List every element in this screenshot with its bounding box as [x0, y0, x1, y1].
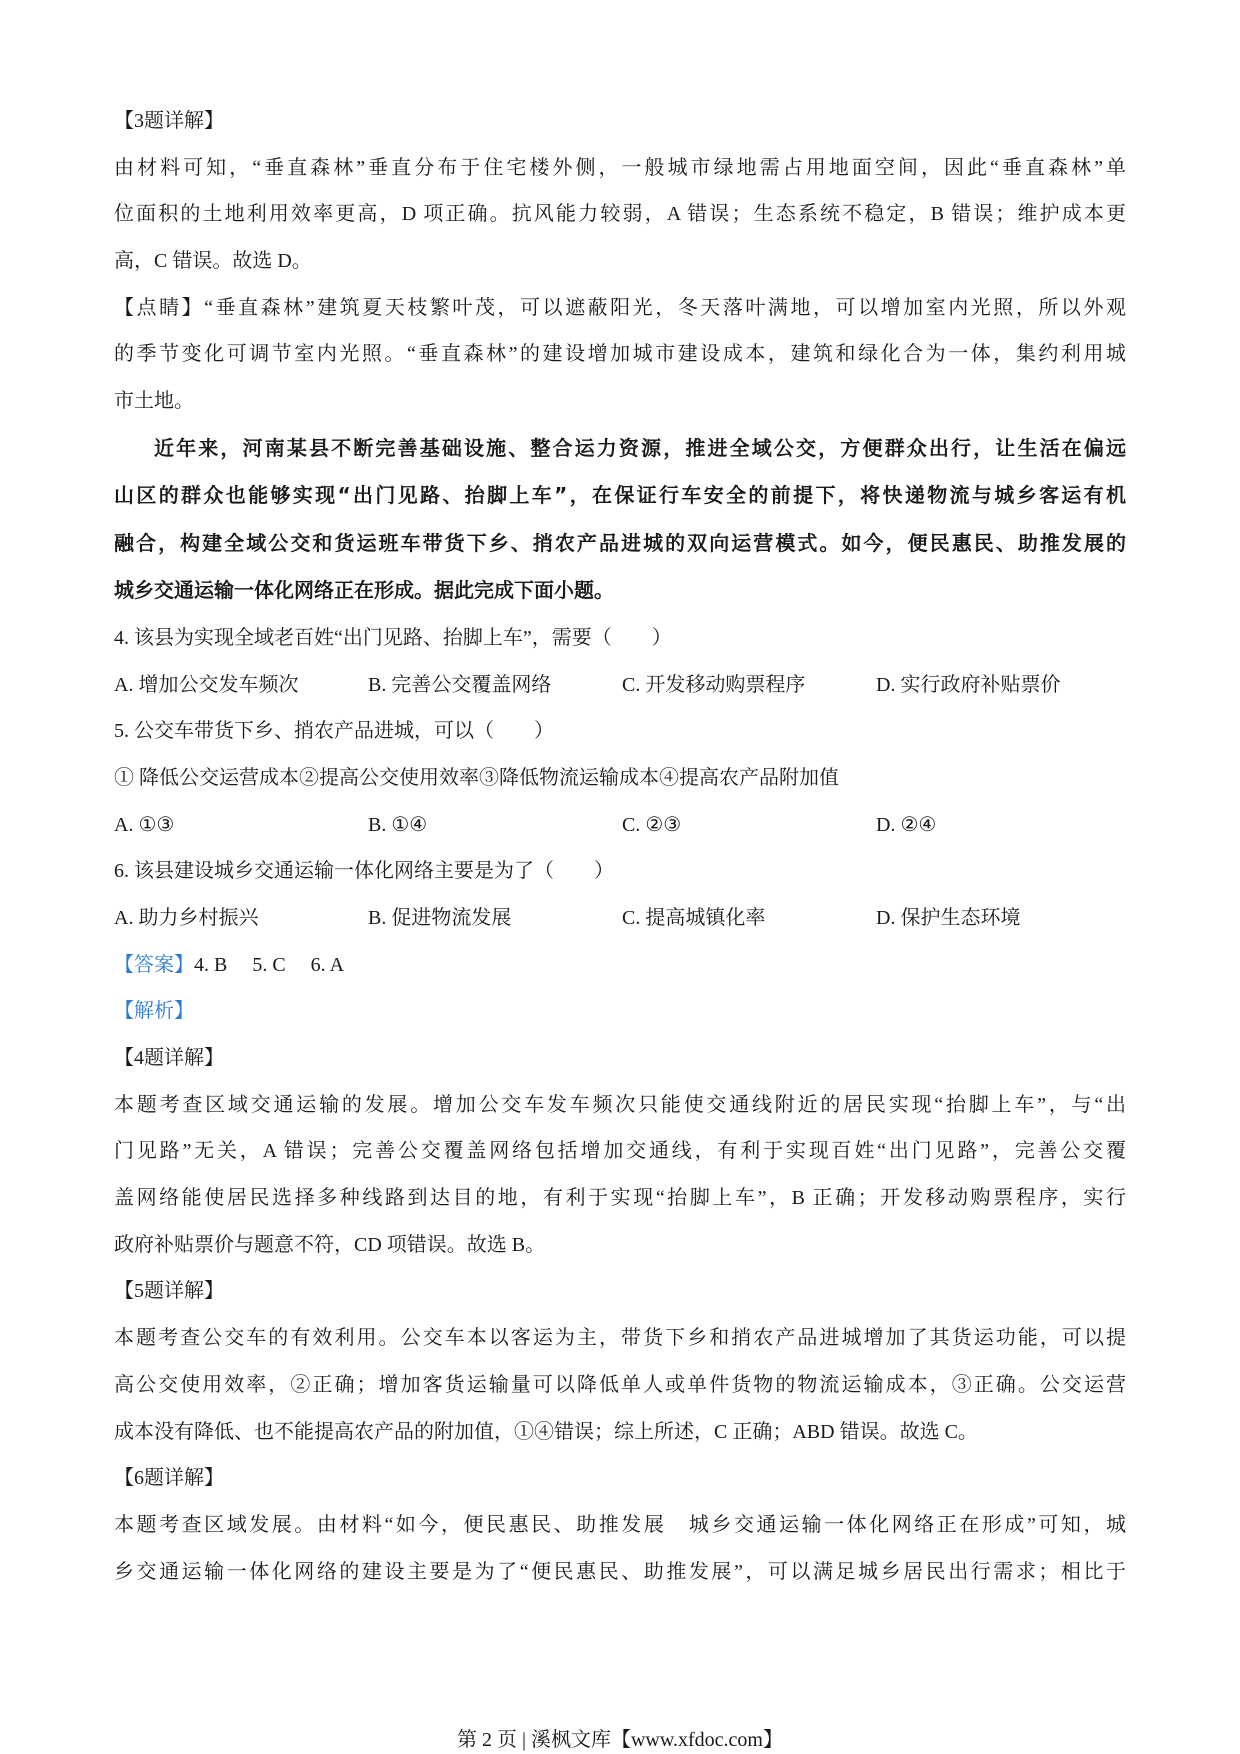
section5-line-3: 成本没有降低、也不能提高农产品的附加值，①④错误；综上所述，C 正确；ABD 错误。故选 C。: [114, 1420, 978, 1443]
section4-line-1: 本题考查区域交通运输的发展。增加公交车发车频次只能使交通线附近的居民实现“抬脚上车”，与“出: [114, 1093, 1126, 1116]
q5-option-c: C. ②③: [622, 813, 682, 836]
analysis-label: 【解析】: [114, 1000, 194, 1023]
section5-heading: 【5题详解】: [114, 1280, 224, 1303]
q5-stem: 5. 公交车带货下乡、捎农产品进城，可以（ ）: [114, 720, 554, 743]
material-line-4: 城乡交通运输一体化网络正在形成。据此完成下面小题。: [114, 578, 614, 603]
document-body: [114, 98, 1126, 1595]
answer-line: [114, 942, 1126, 989]
page-footer: 第 2 页 | 溪枫文库【www.xfdoc.com】: [456, 1729, 783, 1751]
section6-heading: 【6题详解】: [114, 1467, 224, 1490]
answer-label: 【答案】: [114, 953, 194, 976]
q6-option-a: A. 助力乡村振兴: [114, 906, 259, 929]
q5-options: [114, 802, 1126, 849]
section4-heading: 【4题详解】: [114, 1047, 224, 1069]
q5-statements: ① 降低公交运营成本②提高公交使用效率③降低物流运输成本④提高农产品附加值: [114, 766, 839, 789]
material-line-2: 山区的群众也能够实现“出门见路、抬脚上车”，在保证行车安全的前提下，将快递物流与城乡客运有机: [114, 483, 1126, 508]
q4-options: [114, 662, 1126, 709]
q4-option-c: C. 开发移动购票程序: [622, 673, 806, 696]
q4-option-b: B. 完善公交覆盖网络: [368, 673, 552, 696]
dianjing-line-2: 的季节变化可调节室内光照。“垂直森林”的建设增加城市建设成本，建筑和绿化合为一体，集约利用城: [114, 343, 1126, 366]
material-line-3: 融合，构建全域公交和货运班车带货下乡、捎农产品进城的双向运营模式。如今，便民惠民、助推发展的: [114, 530, 1126, 555]
q4-stem: 4. 该县为实现全域老百姓“出门见路、抬脚上车”，需要（ ）: [114, 626, 672, 649]
material-line-1: 近年来，河南某县不断完善基础设施、整合运力资源，推进全域公交，方便群众出行，让生活在偏远: [154, 435, 1126, 460]
q5-option-b: B. ①④: [368, 813, 428, 836]
q6-stem: 6. 该县建设城乡交通运输一体化网络主要是为了（ ）: [114, 860, 614, 883]
q6-options: [114, 895, 1126, 942]
q4-option-a: A. 增加公交发车频次: [114, 673, 299, 696]
answer-text: 4. B 5. C 6. A: [194, 953, 345, 976]
q6-option-b: B. 促进物流发展: [368, 906, 512, 929]
section5-line-1: 本题考查公交车的有效利用。公交车本以客运为主，带货下乡和捎农产品进城增加了其货运功能，可以提: [114, 1327, 1126, 1350]
q6-option-d: D. 保护生态环境: [876, 906, 1021, 929]
section5-line-2: 高公交使用效率，②正确；增加客货运输量可以降低单人或单件货物的物流运输成本，③正确。公交运营: [114, 1373, 1126, 1396]
q4-option-d: D. 实行政府补贴票价: [876, 673, 1061, 696]
dianjing-line-1: 【点睛】“垂直森林”建筑夏天枝繁叶茂，可以遮蔽阳光，冬天落叶满地，可以增加室内光照，所以外观: [114, 296, 1126, 319]
section4-line-4: 政府补贴票价与题意不符，CD 项错误。故选 B。: [114, 1233, 546, 1256]
section3-line-1: 由材料可知，“垂直森林”垂直分布于住宅楼外侧，一般城市绿地需占用地面空间，因此“垂直森林”单: [114, 156, 1126, 179]
section6-line-2: 乡交通运输一体化网络的建设主要是为了“便民惠民、助推发展”，可以满足城乡居民出行需求；相比于: [114, 1560, 1126, 1583]
q6-option-c: C. 提高城镇化率: [622, 906, 766, 929]
section4-line-3: 盖网络能使居民选择多种线路到达目的地，有利于实现“抬脚上车”，B 正确；开发移动购票程序，实行: [114, 1187, 1126, 1210]
section4-line-2: 门见路”无关，A 错误；完善公交覆盖网络包括增加交通线，有利于实现百姓“出门见路”，完善公交覆: [114, 1140, 1126, 1163]
dianjing-line-3: 市土地。: [114, 390, 194, 413]
section3-line-3: 高，C 错误。故选 D。: [114, 250, 312, 273]
section6-line-1: 本题考查区域发展。由材料“如今，便民惠民、助推发展 城乡交通运输一体化网络正在形成”可知，城: [114, 1513, 1126, 1536]
q5-option-a: A. ①③: [114, 813, 175, 836]
section3-line-2: 位面积的土地利用效率更高，D 项正确。抗风能力较弱，A 错误；生态系统不稳定，B 错误；维护成本更: [114, 203, 1126, 226]
section3-heading: 【3题详解】: [114, 110, 224, 132]
q5-option-d: D. ②④: [876, 813, 937, 836]
